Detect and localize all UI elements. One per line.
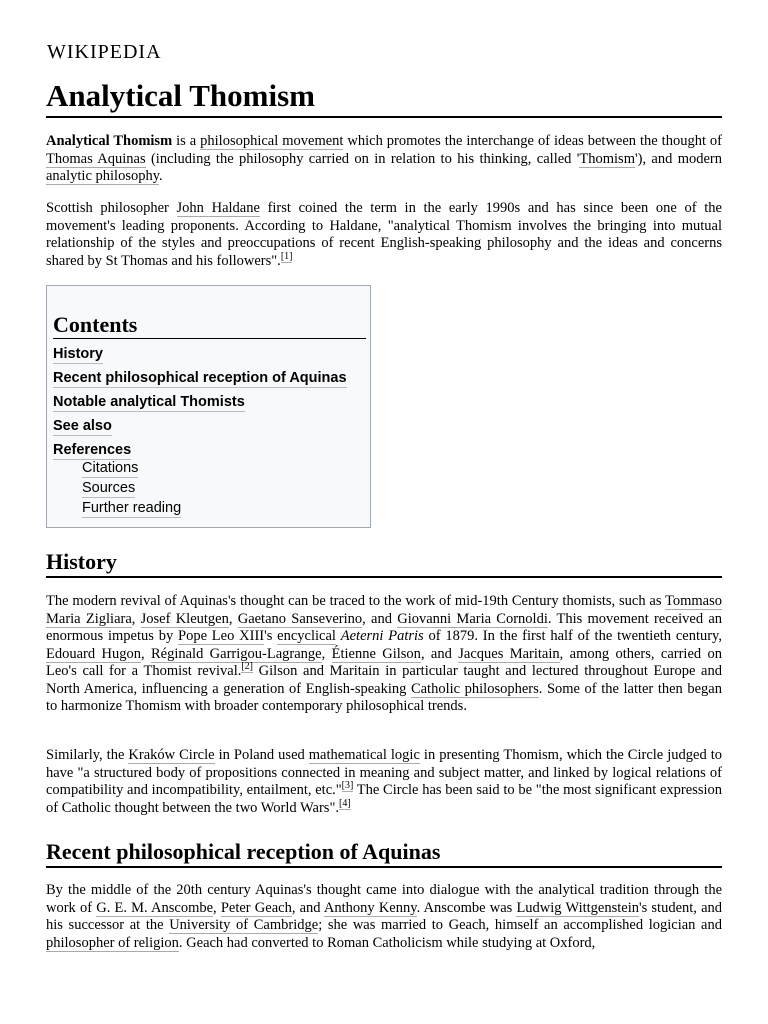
wikipedia-wordmark[interactable]: WIKIPEDIA (47, 41, 162, 63)
link-philosophical-movement[interactable]: philosophical movement (200, 133, 344, 149)
link-mathematical-logic[interactable]: mathematical logic (308, 747, 420, 763)
page-title: Analytical Thomism (46, 76, 722, 118)
citation-2[interactable]: [2] (241, 661, 254, 672)
link-anthony-kenny[interactable]: Anthony Kenny (323, 899, 417, 916)
toc-item-references[interactable]: References (53, 442, 132, 458)
intro-bold-term: Analytical Thomism (46, 133, 173, 149)
toc-subitem-further-reading[interactable]: Further reading (82, 500, 182, 516)
section-heading-recent-reception: Recent philosophical reception of Aquinas (46, 838, 722, 868)
toc-item-history[interactable]: History (53, 346, 103, 362)
link-sanseverino[interactable]: Gaetano Sanseverino (237, 610, 363, 627)
link-university-of-cambridge[interactable]: University of Cambridge (169, 917, 319, 933)
link-anscombe[interactable]: G. E. M. Anscombe (96, 899, 214, 916)
link-peter-geach[interactable]: Peter Geach (220, 899, 292, 916)
link-edouard-hugon[interactable]: Edouard Hugon (46, 645, 141, 662)
link-analytic-philosophy[interactable]: analytic philosophy (46, 168, 160, 184)
link-philosopher-of-religion[interactable]: philosopher of religion (46, 934, 179, 951)
citation-3[interactable]: [3] (341, 780, 354, 791)
citation-4[interactable]: [4] (339, 797, 351, 809)
history-paragraph-2: Similarly, the Kraków Circle in Poland used mathematical logic in presenting Thomism, which the Circle judged to have "a structured body of propositions connected in meaning and subject matter, and linked by logical relations of compatibility and incompatibility, entailment, etc."[3] The Circle has been said to be "the most significant expression of Catholic thought between the two World Wars".[4] (46, 747, 723, 816)
link-garrigou-lagrange[interactable]: Réginald Garrigou-Lagrange (150, 645, 322, 662)
citation-1[interactable]: [1] (280, 250, 293, 262)
history-paragraph-1: The modern revival of Aquinas's thought can be traced to the work of mid-19th Century thomists, such as Tommaso Maria Zigliara, Josef Kleutgen, Gaetano Sanseverino, and Giovanni Maria Cornoldi. This movement received an enormous impetus by Pope Leo XIII's encyclical Aeterni Patris of 1879. In the first half of the twentieth century, Edouard Hugon, Réginald Garrigou-Lagrange, Étienne Gilson, and Jacques Maritain, among others, carried on Leo's call for a Thomist revival.[2] Gilson and Maritain in particular taught and lectured throughout Europe and North America, influencing a generation of English-speaking Catholic philosophers. Some of the latter then began to harmonize Thomism with broader contemporary philosophical trends. (46, 593, 723, 714)
link-jacques-maritain[interactable]: Jacques Maritain (458, 645, 560, 662)
toc-subitem-citations[interactable]: Citations (82, 460, 139, 476)
link-etienne-gilson[interactable]: Étienne Gilson (331, 645, 421, 662)
aeterni-patris-title: Aeterni Patris (340, 628, 424, 644)
toc-item-see-also[interactable]: See also (53, 418, 112, 434)
toc-item-recent-reception[interactable]: Recent philosophical reception of Aquinas (53, 370, 347, 386)
section-heading-history: History (46, 548, 722, 578)
toc-title: Contents (53, 312, 366, 339)
link-thomism[interactable]: Thomism (579, 150, 635, 167)
link-kleutgen[interactable]: Josef Kleutgen (140, 610, 229, 627)
link-catholic-philosophers[interactable]: Catholic philosophers (410, 680, 539, 697)
link-cornoldi[interactable]: Giovanni Maria Cornoldi (397, 610, 548, 627)
link-zigliara[interactable]: Tommaso Maria Zigliara (46, 593, 722, 627)
reception-paragraph-1: By the middle of the 20th century Aquinas's thought came into dialogue with the analytical tradition through the work of G. E. M. Anscombe, Peter Geach, and Anthony Kenny. Anscombe was Ludwig Wittgenstein's student, and his successor at the University of Cambridge; she was married to Geach, himself an accomplished logician and philosopher of religion. Geach had converted to Roman Catholicism while studying at Oxford, (46, 882, 723, 951)
intro-paragraph-1: Analytical Thomism is a philosophical movement which promotes the interchange of ideas between the thought of Thomas Aquinas (including the philosophy carried on in relation to his thinking, called 'Thomism'), and modern analytic philosophy. (46, 133, 723, 184)
link-thomas-aquinas[interactable]: Thomas Aquinas (46, 150, 146, 167)
link-krakow-circle[interactable]: Kraków Circle (128, 747, 215, 763)
intro-paragraph-2: Scottish philosopher John Haldane first coined the term in the early 1990s and has since been one of the movement's leading proponents. According to Haldane, "analytical Thomism involves the bringing into mutual relationship of the styles and preoccupations of recent English-speaking philosophy and the ideas and concerns shared by St Thomas and his followers".[1] (46, 200, 722, 269)
link-encyclical[interactable]: encyclical (277, 628, 336, 644)
toc-item-notable-thomists[interactable]: Notable analytical Thomists (53, 394, 245, 410)
toc-subitem-sources[interactable]: Sources (82, 480, 136, 496)
link-pope-leo-xiii[interactable]: Pope Leo XIII (178, 628, 265, 644)
table-of-contents (46, 285, 371, 528)
link-john-haldane[interactable]: John Haldane (176, 200, 260, 216)
link-wittgenstein[interactable]: Ludwig Wittgenstein (516, 899, 639, 916)
